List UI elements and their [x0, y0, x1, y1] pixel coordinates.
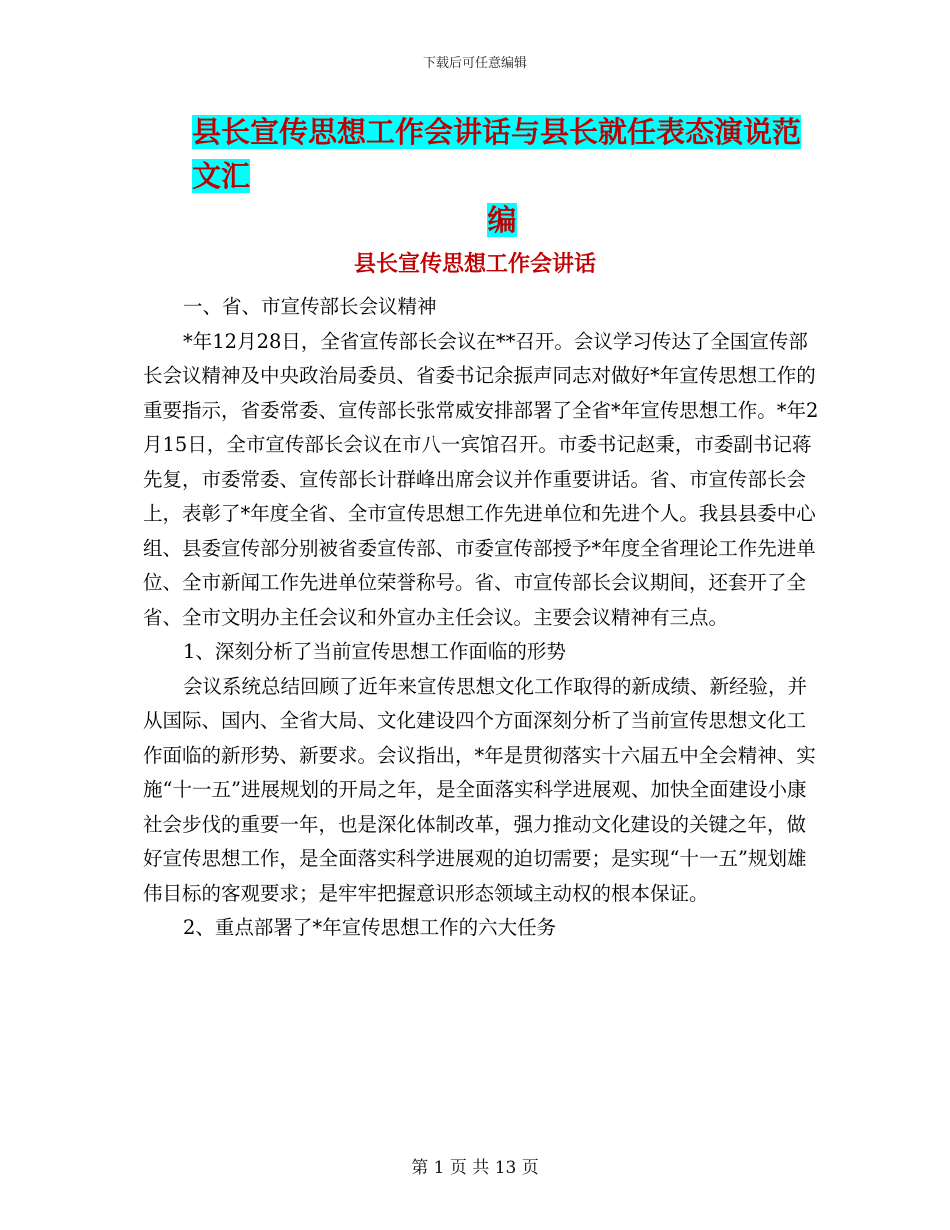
paragraph: 一、省、市宣传部长会议精神 — [183, 295, 437, 318]
paragraph: 2、重点部署了*年宣传思想工作的六大任务 — [183, 916, 557, 939]
paragraph: *年12月28日，全省宣传部长会议在**召开。会议学习传达了全国宣传部长会议精神及中央政治局委员、省委书记余振声同志对做好*年宣传思想工作的重要指示，省委常委、宣传部长张常威安排部署了全省*年宣传思想工作。*年2月15日，全市宣传部长会议在市八一宾馆召开。市委书记赵秉，市委副书记蒋先复，市委常委、宣传部长计群峰出席会议并作重要讲话。省、市宣传部长会上，表彰了*年度全省、全市宣传思想工作先进单位和先进个人。我县县委中心组、县委宣传部分别被省委宣传部、市委宣传部授予*年度全省理论工作先进单位、全市新闻工作先进单位荣誉称号。省、市宣传部长会议期间，还套开了全省、全市文明办主任会议和外宣办主任会议。主要会议精神有三点。 — [143, 329, 819, 629]
body-text — [143, 290, 823, 946]
main-title-line1: 县长宣传思想工作会讲话与县长就任表态演说范文汇 — [192, 115, 802, 193]
section-title: 县长宣传思想工作会讲话 — [353, 251, 596, 277]
main-title-line2: 编 — [487, 203, 517, 237]
paragraph: 1、深刻分析了当前宣传思想工作面临的形势 — [183, 640, 566, 663]
header-note: 下载后可任意编辑 — [422, 56, 527, 71]
paragraph: 会议系统总结回顾了近年来宣传思想文化工作取得的新成绩、新经验，并从国际、国内、全省大局、文化建设四个方面深刻分析了当前宣传思想文化工作面临的新形势、新要求。会议指出，*年是贯彻落实十六届五中全会精神、实施“十一五”进展规划的开局之年，是全面落实科学进展观、加快全面建设小康社会步伐的重要一年，也是深化体制改革，强力推动文化建设的关键之年，做好宣传思想工作，是全面落实科学进展观的迫切需要；是实现“十一五”规划雄伟目标的客观要求；是牢牢把握意识形态领域主动权的根本保证。 — [143, 674, 816, 905]
page-footer: 第 1 页 共 13 页 — [411, 1158, 539, 1178]
main-title — [192, 110, 812, 242]
